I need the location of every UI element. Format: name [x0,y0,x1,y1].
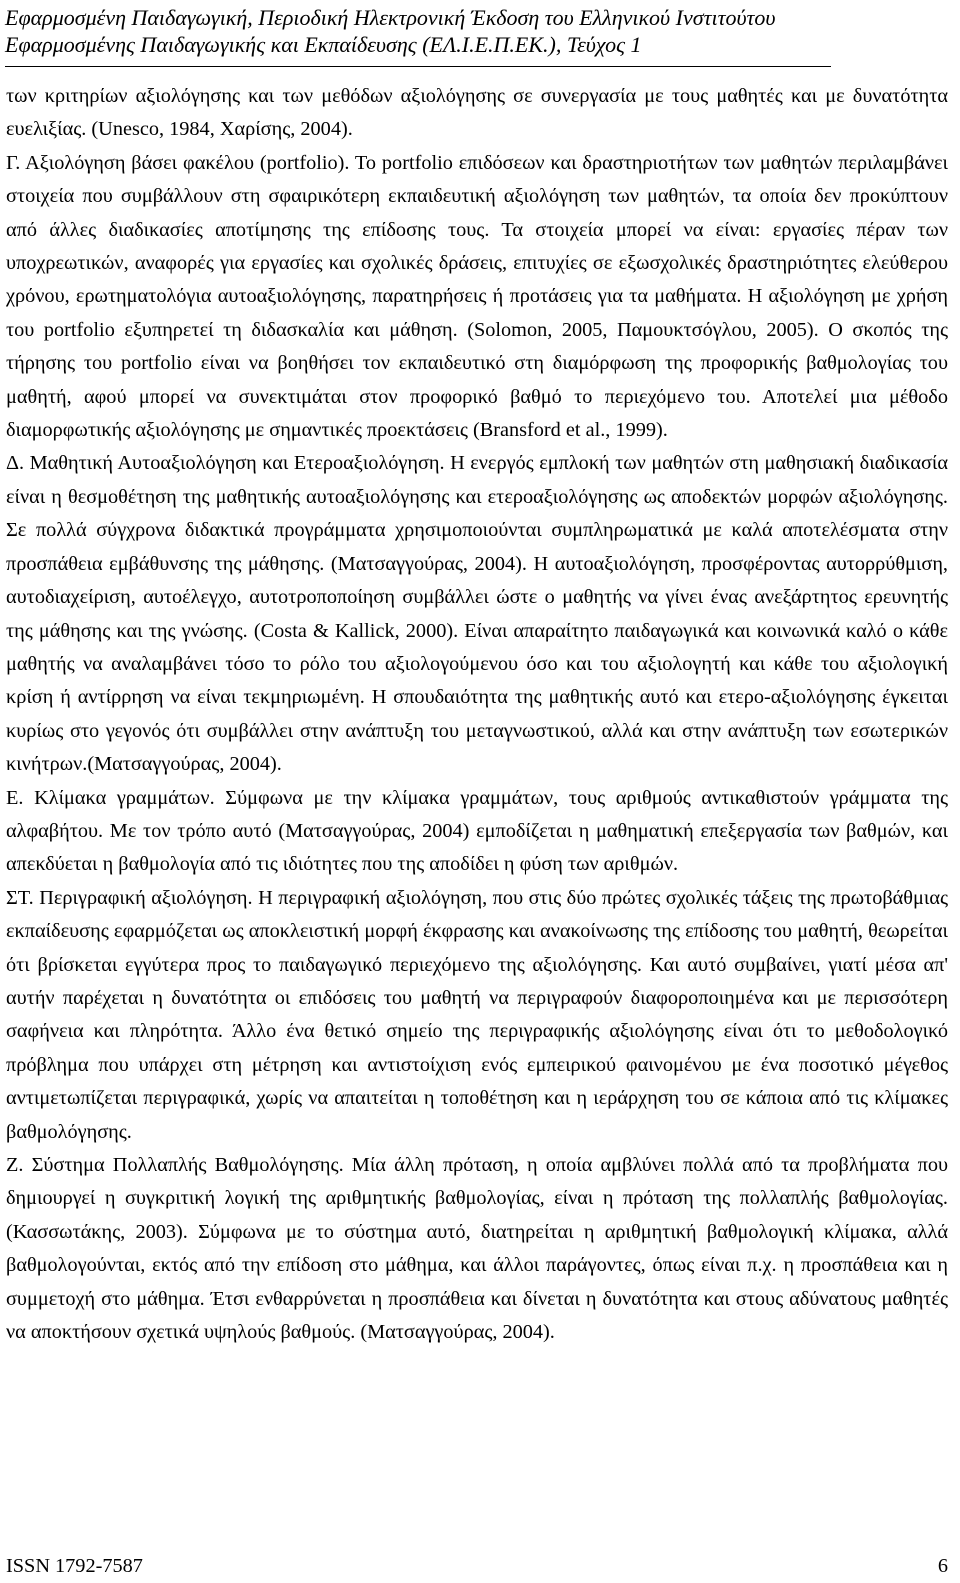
paragraph-portfolio-assessment: Γ. Αξιολόγηση βάσει φακέλου (portfolio). Το portfolio επιδόσεων και δραστηριοτήτων των μαθητών περιλαμβάνει στοιχεία που συμβάλλουν στη σφαιρικότερη εκπαιδευτική αξιολόγηση των μαθητών, τα οποία δεν προκύπτουν από άλλες διαδικασίες αποτίμησης της επίδοσης τους. Τα στοιχεία μπορεί να είναι: εργασίες πέραν των υποχρεωτικών, αναφορές για εργασίες και σχολικές δράσεις, επιτυχίες σε εξωσχολικές δραστηριότητες ελεύθερου χρόνου, ερωτηματολόγια αυτοαξιολόγησης, παρατηρήσεις ή προτάσεις για τα μαθήματα. Η αξιολόγηση με χρήση του portfolio εξυπηρετεί τη διδασκαλία και μάθηση. (Solomon, 2005, Παμουκτσόγλου, 2005). Ο σκοπός της τήρησης του portfolio είναι να βοηθήσει τον εκπαιδευτικό στη διαμόρφωση της προφορικής βαθμολογίας του μαθητή, αφού μπορεί να συνεκτιμάται στον προφορικό βαθμό το περιεχόμενο του. Αποτελεί μια μέθοδο διαμορφωτικής αξιολόγησης με σημαντικές προεκτάσεις (Bransford et al., 1999). [6,151,948,442]
paragraph-criteria: των κριτηρίων αξιολόγησης και των μεθόδων αξιολόγησης σε συνεργασία με τους μαθητές και με δυνατότητα ευελιξίας. (Unesco, 1984, Χαρίσης, 2004). [6,85,948,141]
paragraph-descriptive-assessment: ΣΤ. Περιγραφική αξιολόγηση. Η περιγραφική αξιολόγηση, που στις δύο πρώτες σχολικές τάξεις της πρωτοβάθμιας εκπαίδευσης εφαρμόζεται ως αποκλειστική μορφή έκφρασης και ανακοίνωσης της επίδοσης του μαθητή, θεωρείται ότι βρίσκεται εγγύτερα προς το παιδαγωγικό περιεχόμενο της αξιολόγησης. Και αυτό συμβαίνει, γιατί μέσα απ' αυτήν παρέχεται η δυνατότητα οι επιδόσεις του μαθητή να περιγραφούν διαφοροποιημένα και με περισσότερη σαφήνεια και πληρότητα. Άλλο ένα θετικό σημείο της περιγραφικής αξιολόγησης είναι ότι το μεθοδολογικό πρόβλημα που υπάρχει στη μέτρηση και αντιστοίχιση ενός εμπειρικού φαινομένου με ένα ποσοτικό μέγεθος αντιμετωπίζεται περιγραφικά, χωρίς να απαιτείται η τοποθέτηση και η ιεράρχηση του σε κάποια από τις κλίμακες βαθμολόγησης. [6,886,948,1143]
page-number: 6 [937,1555,948,1577]
header-divider [5,66,831,67]
journal-title-line-2: Εφαρμοσμένης Παιδαγωγικής και Εκπαίδευσης (ΕΛ.Ι.Ε.Π.ΕΚ.), Τεύχος 1 [5,32,642,57]
journal-title-line-1: Εφαρμοσμένη Παιδαγωγική, Περιοδική Ηλεκτρονική Έκδοση του Ελληνικού Ινστιτούτου [5,5,776,30]
journal-header [5,4,945,58]
paragraph-multiple-grading: Ζ. Σύστημα Πολλαπλής Βαθμολόγησης. Μία άλλη πρόταση, η οποία αμβλύνει πολλά από τα προβλήματα που δημιουργεί η συγκριτική λογική της αριθμητικής βαθμολογίας, είναι η πρόταση της πολλαπλής βαθμολογίας. (Κασσωτάκης, 2003). Σύμφωνα με το σύστημα αυτό, διατηρείται η αριθμητική βαθμολογική κλίμακα, αλλά βαθμολογούνται, εκτός από την επίδοση στο μάθημα, και άλλοι παράγοντες, όπως είναι π.χ. η προσπάθεια και η συμμετοχή στο μάθημα. Έτσι ενθαρρύνεται η προσπάθεια και δίνεται η δυνατότητα και στους αδύνατους μαθητές να αποκτήσουν σχετικά υψηλούς βαθμούς. (Ματσαγγούρας, 2004). [6,1154,948,1344]
paragraph-self-peer-assessment: Δ. Μαθητική Αυτοαξιολόγηση και Ετεροαξιολόγηση. Η ενεργός εμπλοκή των μαθητών στη μαθησιακή διαδικασία είναι η θεσμοθέτηση της μαθητικής αυτοαξιολόγησης και ετεροαξιολόγησης ως αποδεκτών μορφών αξιολόγησης. Σε πολλά σύγχρονα διδακτικά προγράμματα χρησιμοποιούνται συμπληρωματικά με καλά αποτελέσματα στην προσπάθεια εμβάθυνσης της μάθησης. (Ματσαγγούρας, 2004). Η αυτοαξιολόγηση, προσφέροντας αυτορρύθμιση, αυτοδιαχείριση, αυτοέλεγχο, αυτοτροποποίηση συμβάλλει ώστε ο μαθητής να γίνει ένας ανεξάρτητος ερευνητής της μάθησης και της γνώσης. (Costa & Kallick, 2000). Είναι απαραίτητο παιδαγωγικά και κοινωνικά καλό ο κάθε μαθητής να αναλαμβάνει τόσο το ρόλο του αξιολογούμενου όσο και του αξιολογητή και κάθε του αξιολογική κρίση ή αντίρρηση να είναι τεκμηριωμένη. Η σπουδαιότητα της μαθητικής αυτό και ετερο-αξιολόγησης έγκειται κυρίως στο γεγονός ότι συμβάλλει στην ανάπτυξη του μεταγνωστικού, αλλά και στην ανάπτυξη των εσωτερικών κινήτρων.(Ματσαγγούρας, 2004). [6,452,948,776]
article-body [6,80,948,1349]
issn-label: ISSN 1792-7587 [6,1555,143,1577]
paragraph-letter-scale: Ε. Κλίμακα γραμμάτων. Σύμφωνα με την κλίμακα γραμμάτων, τους αριθμούς αντικαθιστούν γράμματα της αλφαβήτου. Με τον τρόπο αυτό (Ματσαγγούρας, 2004) εμποδίζεται η μαθηματική επεξεργασία των βαθμών, και απεκδύεται η βαθμολογία από τις ιδιότητες που της αποδίδει η φύση των αριθμών. [6,786,948,876]
